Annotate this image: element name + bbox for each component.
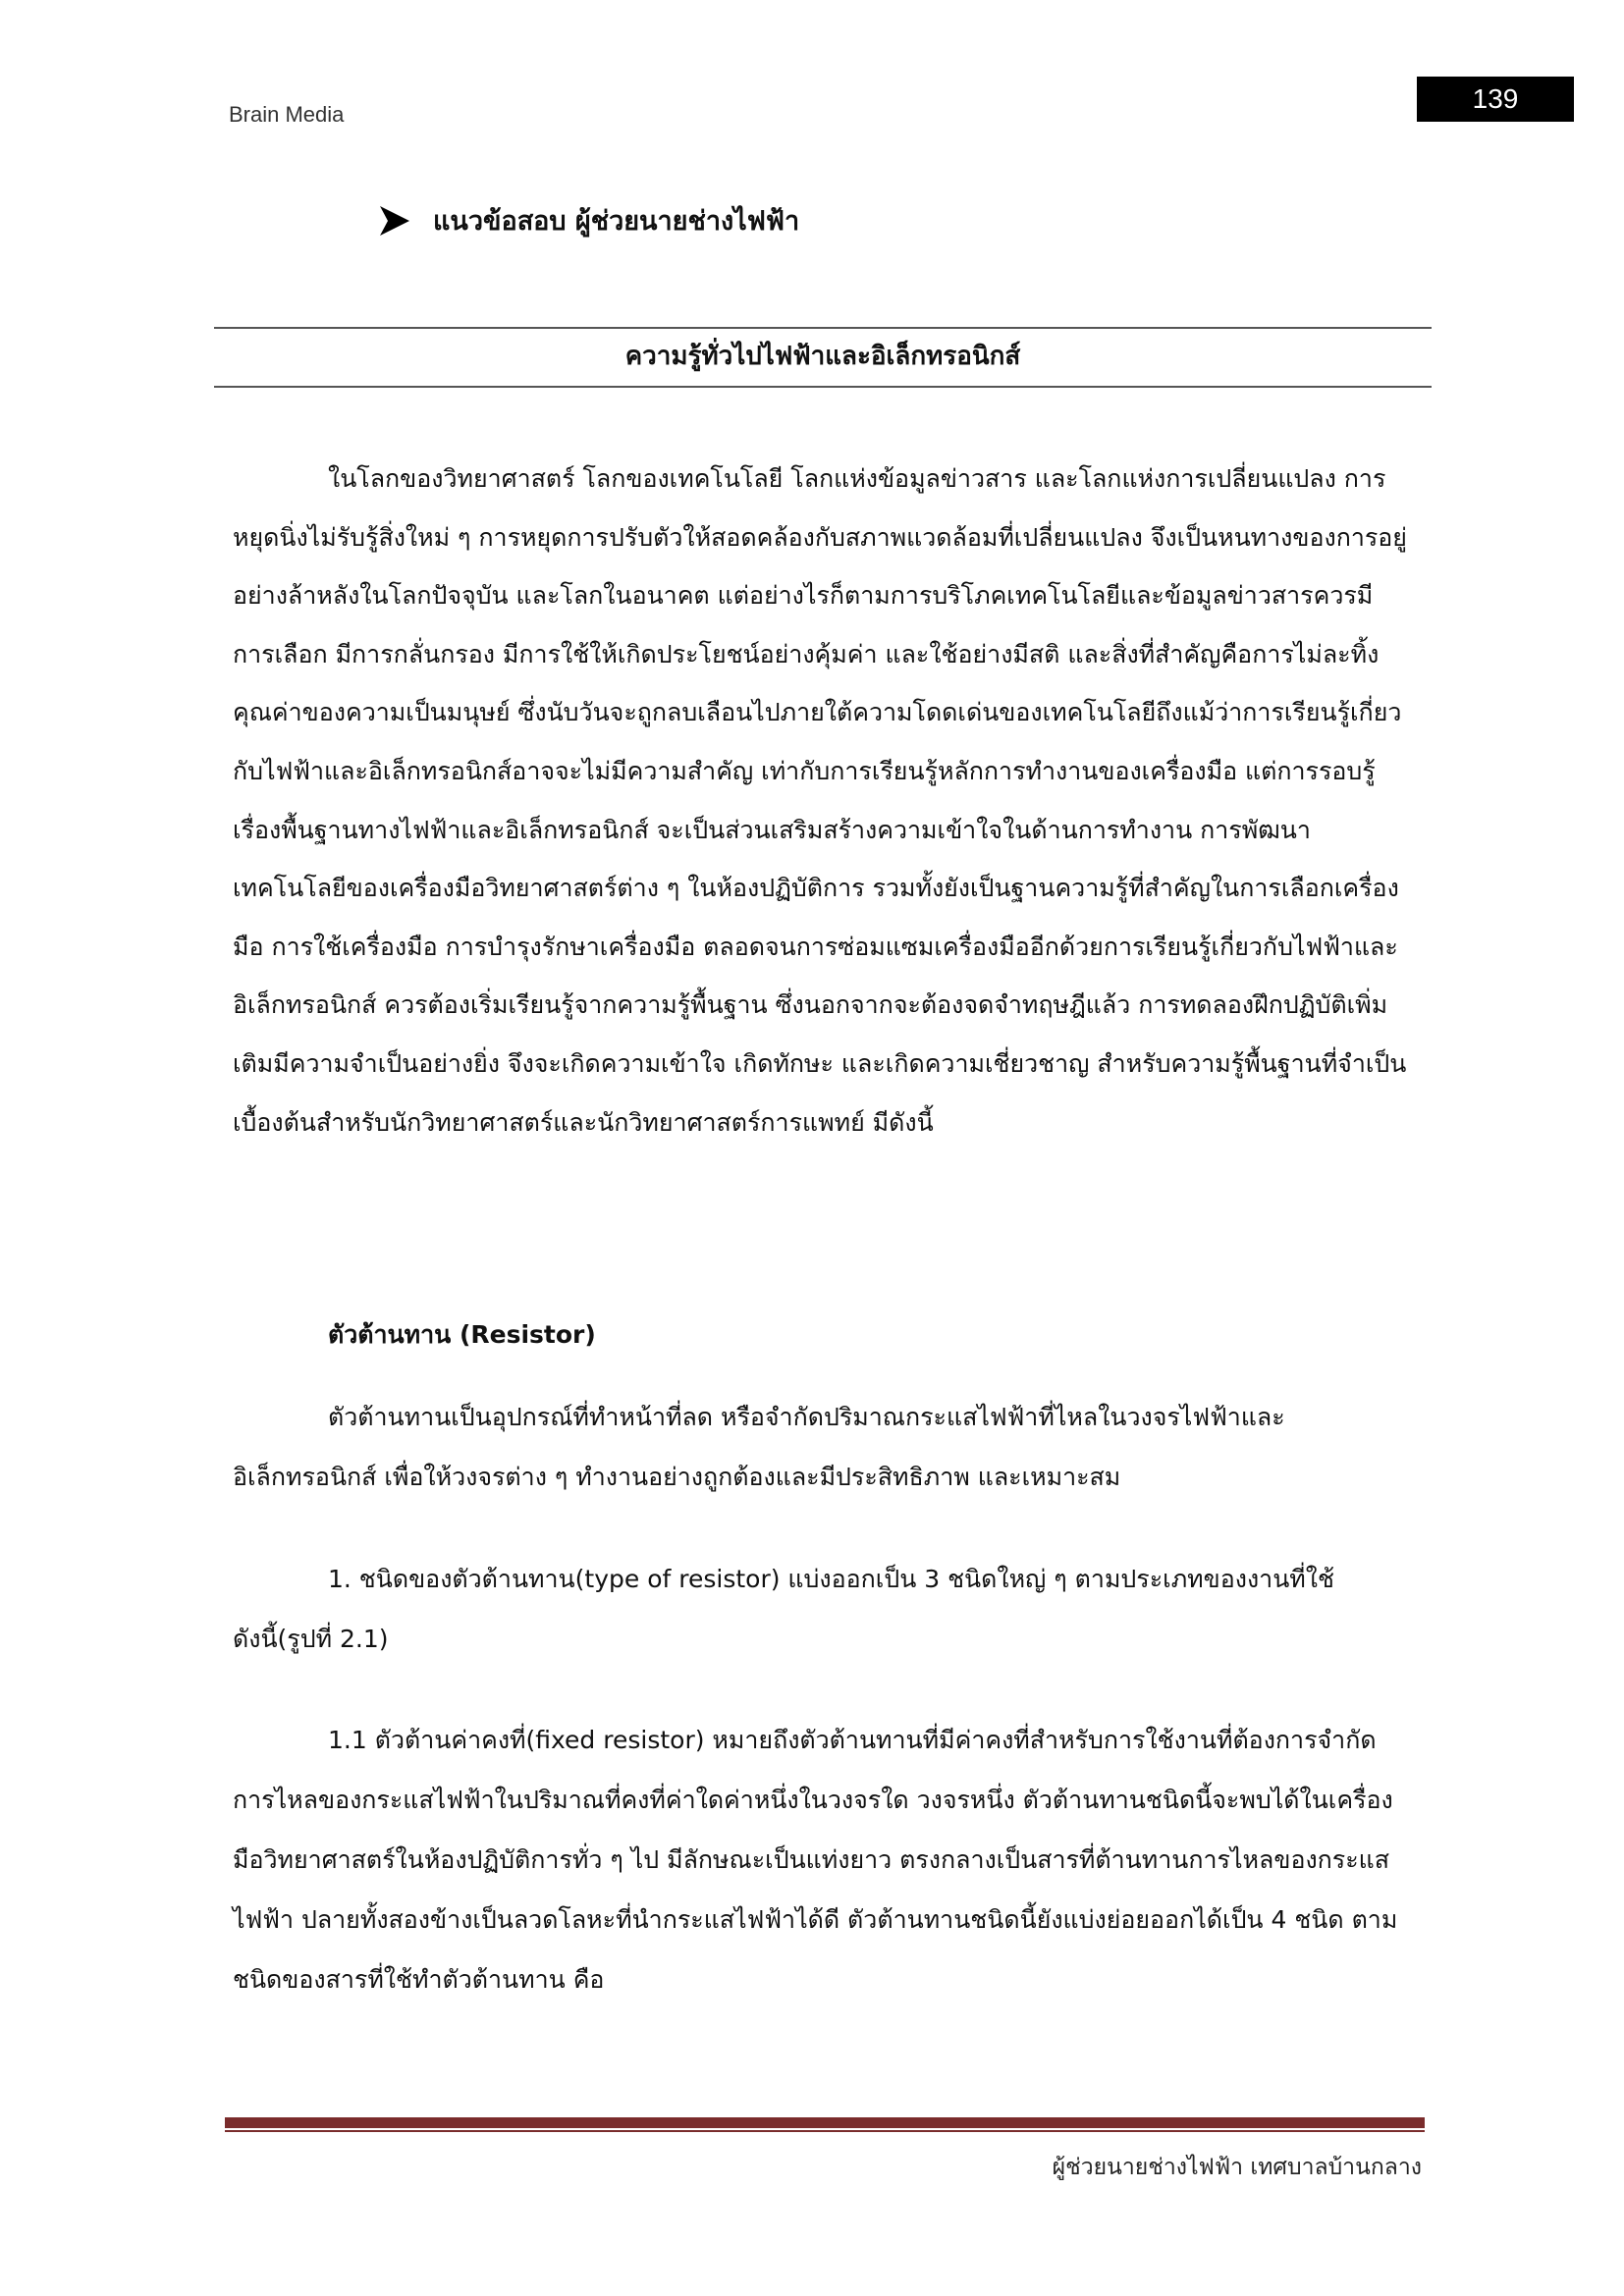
fixed-resistor-paragraph bbox=[233, 1710, 1411, 2009]
subject-title: ความรู้ทั่วไปไฟฟ้าและอิเล็กทรอนิกส์ bbox=[624, 342, 1021, 371]
arrow-bullet-icon bbox=[378, 204, 411, 238]
brand-name: Brain Media bbox=[229, 102, 345, 127]
footer-text: ผู้ช่วยนายช่างไฟฟ้า เทศบาลบ้านกลาง bbox=[1052, 2155, 1422, 2180]
title-bottom-rule bbox=[214, 386, 1432, 388]
intro-text: ในโลกของวิทยาศาสตร์ โลกของเทคโนโลยี โลกแห่งข้อมูลข่าวสาร และโลกแห่งการเปลี่ยนแปลง การหยุดนิ่งไม่รับรู้สิ่งใหม่ ๆ การหยุดการปรับตัวให้สอดคล้องกับสภาพแวดล้อมที่เปลี่ยนแปลง จึงเป็นหนทางของการอยู่อย่างล้าหลังในโลกปัจจุบัน และโลกในอนาคต แต่อย่างไรก็ตามการบริโภคเทคโนโลยีและข้อมูลข่าวสารควรมีการเลือก มีการกลั่นกรอง มีการใช้ให้เกิดประโยชน์อย่างคุ้มค่า และใช้อย่างมีสติ และสิ่งที่สำคัญคือการไม่ละทิ้งคุณค่าของความเป็นมนุษย์ ซึ่งนับวันจะถูกลบเลือนไปภายใต้ความโดดเด่นของเทคโนโลยีถึงแม้ว่าการเรียนรู้เกี่ยวกับไฟฟ้าและอิเล็กทรอนิกส์อาจจะไม่มีความสำคัญ เท่ากับการเรียนรู้หลักการทำงานของเครื่องมือ แต่การรอบรู้เรื่องพื้นฐานทางไฟฟ้าและอิเล็กทรอนิกส์ จะเป็นส่วนเสริมสร้างความเข้าใจในด้านการทำงาน การพัฒนาเทคโนโลยีของเครื่องมือวิทยาศาสตร์ต่าง ๆ ในห้องปฏิบัติการ รวมทั้งยังเป็นฐานความรู้ที่สำคัญในการเลือกเครื่องมือ การใช้เครื่องมือ การบำรุงรักษาเครื่องมือ ตลอดจนการซ่อมแซมเครื่องมืออีกด้วยการเรียนรู้เกี่ยวกับไฟฟ้าและอิเล็กทรอนิกส์ ควรต้องเริ่มเรียนรู้จากความรู้พื้นฐาน ซึ่งนอกจากจะต้องจดจำทฤษฎีแล้ว การทดลองฝึกปฏิบัติเพิ่มเติมมีความจำเป็นอย่างยิ่ง จึงจะเกิดความเข้าใจ เกิดทักษะ และเกิดความเชี่ยวชาญ สำหรับความรู้พื้นฐานที่จำเป็นเบื้องต้นสำหรับนักวิทยาศาสตร์และนักวิทยาศาสตร์การแพทย์ มีดังนี้ bbox=[233, 464, 1407, 1137]
section-heading-text: แนวข้อสอบ ผู้ช่วยนายช่างไฟฟ้า bbox=[433, 206, 800, 237]
title-top-rule bbox=[214, 327, 1432, 329]
page-number-badge: 139 bbox=[1417, 77, 1574, 122]
footer-rule bbox=[225, 2117, 1425, 2128]
fixed-resistor-text: 1.1 ตัวต้านค่าคงที่(fixed resistor) หมายถึงตัวต้านทานที่มีค่าคงที่สำหรับการใช้งานที่ต้องการจำกัดการไหลของกระแสไฟฟ้าในปริมาณที่คงที่ค่าใดค่าหนึ่งในวงจรใด วงจรหนึ่ง ตัวต้านทานชนิดนี้จะพบได้ในเครื่องมือวิทยาศาสตร์ในห้องปฏิบัติการทั่ว ๆ ไป มีลักษณะเป็นแท่งยาว ตรงกลางเป็นสารที่ต้านทานการไหลของกระแสไฟฟ้า ปลายทั้งสองข้างเป็นลวดโลหะที่นำกระแสไฟฟ้าได้ดี ตัวต้านทานชนิดนี้ยังแบ่งย่อยออกได้เป็น 4 ชนิด ตามชนิดของสารที่ใช้ทำตัวต้านทาน คือ bbox=[233, 1726, 1398, 1994]
resistor-definition-text: ตัวต้านทานเป็นอุปกรณ์ที่ทำหน้าที่ลด หรือจำกัดปริมาณกระแสไฟฟ้าที่ไหลในวงจรไฟฟ้าและอิเล็กทรอนิกส์ เพื่อให้วงจรต่าง ๆ ทำงานอย่างถูกต้องและมีประสิทธิภาพ และเหมาะสม bbox=[233, 1403, 1285, 1491]
resistor-definition-paragraph bbox=[233, 1387, 1411, 1507]
intro-paragraph bbox=[233, 450, 1411, 1151]
resistor-heading: ตัวต้านทาน (Resistor) bbox=[328, 1320, 596, 1349]
section-heading bbox=[378, 199, 799, 241]
resistor-types-text: 1. ชนิดของตัวต้านทาน(type of resistor) แบ่งออกเป็น 3 ชนิดใหญ่ ๆ ตามประเภทของงานที่ใช้ดังนี้(รูปที่ 2.1) bbox=[233, 1565, 1334, 1653]
resistor-types-paragraph bbox=[233, 1549, 1411, 1669]
